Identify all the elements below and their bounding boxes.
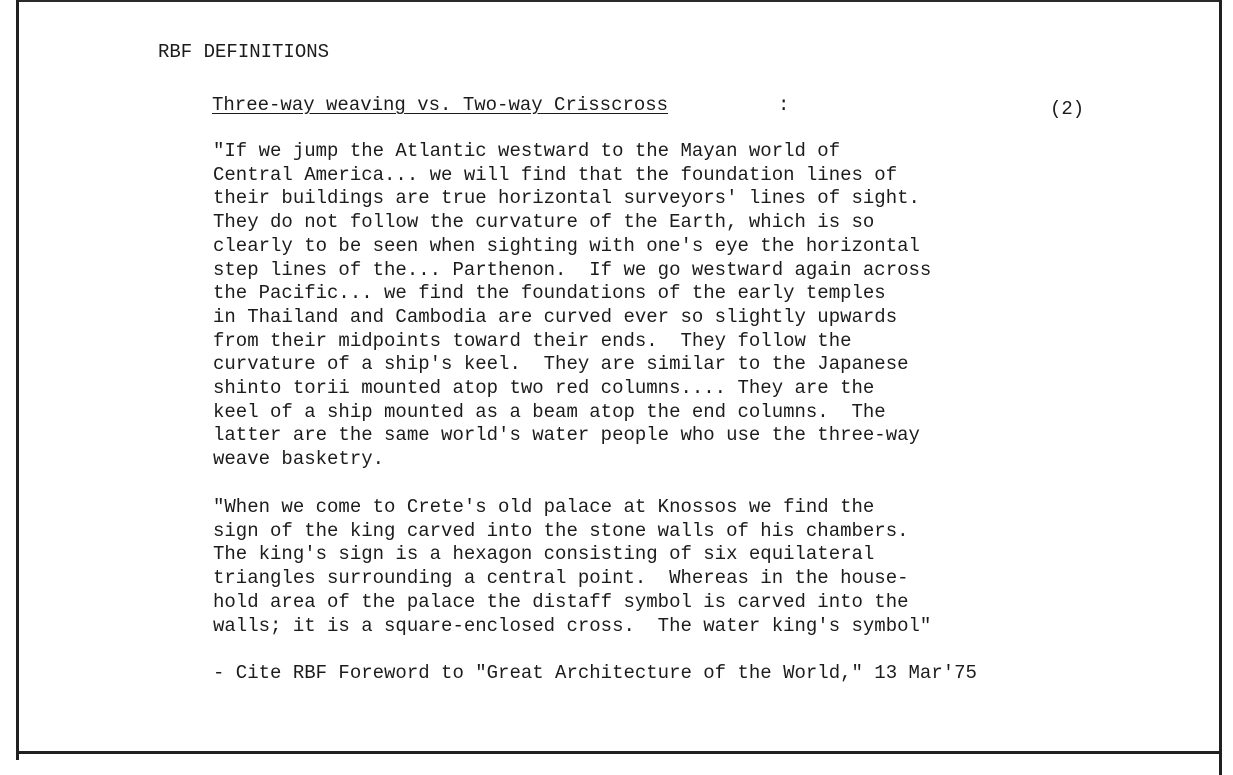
card-top-border: [19, 0, 1219, 2]
page-number: (2): [1050, 98, 1085, 120]
quote-paragraph-2: "When we come to Crete's old palace at Knossos we find the sign of the king carved into the stone walls of his chambers. The king's sign is a hexagon consisting of six equilateral triangles surrounding a central point. Whereas in the house- hold area of the palace the distaff symbol is carved into the walls; it is a square-enclosed cross. The water king's symbol": [213, 496, 932, 637]
quote-paragraph-1: "If we jump the Atlantic westward to the Mayan world of Central America... we will find that the foundation lines of their buildings are true horizontal surveyors' lines of sight. They do not follow the curvature of the Earth, which is so clearly to be seen when sighting with one's eye the horizontal step lines of the... Parthenon. If we go westward again across the Pacific... we find the foundations of the early temples in Thailand and Cambodia are curved ever so slightly upwards from their midpoints toward their ends. They follow the curvature of a ship's keel. They are similar to the Japanese shinto torii mounted atop two red columns.... They are the keel of a ship mounted as a beam atop the end columns. The latter are the same world's water people who use the three-way weave basketry.: [213, 140, 932, 471]
section-heading: Three-way weaving vs. Two-way Crisscross: [212, 94, 669, 116]
card-left-border: [16, 0, 19, 760]
section-heading-colon: :: [778, 94, 790, 116]
card-bottom-border: [16, 751, 1222, 754]
page-title: RBF DEFINITIONS: [158, 41, 330, 63]
card-right-border: [1219, 0, 1222, 775]
citation: - Cite RBF Foreword to "Great Architecture of the World," 13 Mar'75: [213, 662, 977, 684]
